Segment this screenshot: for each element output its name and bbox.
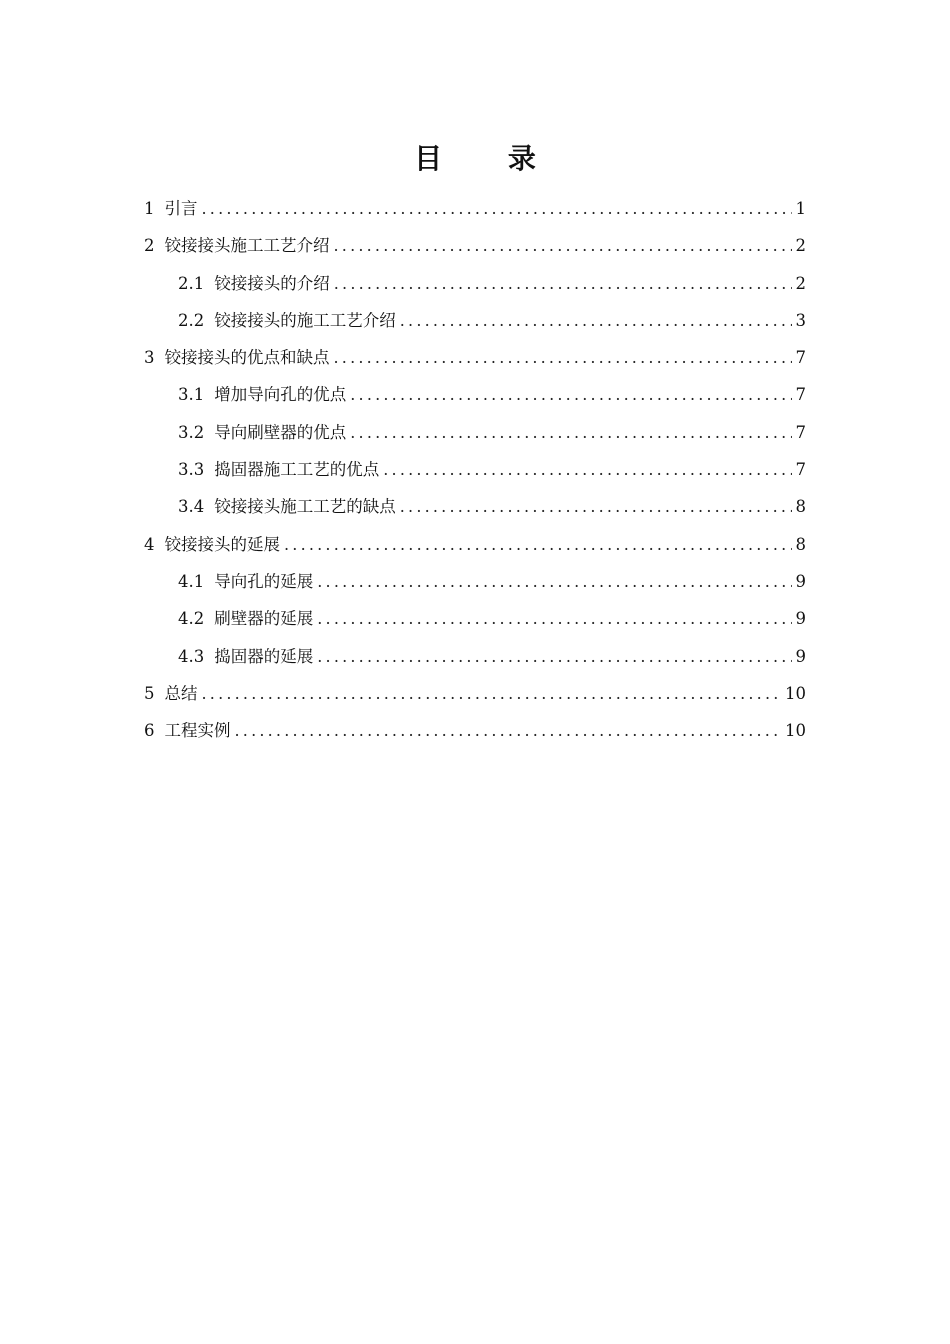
dot-leader [235,714,782,748]
toc-entry-4[interactable] [144,528,806,565]
toc-entry-page: 2 [795,273,806,293]
toc-entry-3-3[interactable] [144,453,806,490]
toc-entry-page: 7 [795,348,806,368]
toc-entry-page: 1 [795,199,806,218]
toc-entry-3[interactable] [144,341,806,378]
toc-entry-title: 铰接接头的介绍 [214,273,330,293]
toc-entry-3-2[interactable] [144,416,806,453]
toc-entry-number: 4.2 [178,609,205,629]
toc-entry-number: 3.1 [178,385,205,405]
toc-entry-number: 4.3 [178,646,205,666]
toc-entry-title: 增加导向孔的优点 [214,385,347,405]
toc-entry-number: 4 [144,534,155,554]
dot-leader [317,565,791,599]
page-title: 目 录 [414,141,564,175]
toc-entry-page: 8 [795,534,806,554]
dot-leader [284,528,792,562]
toc-entry-number: 2.1 [178,273,205,293]
toc-entry-title: 铰接接头施工工艺的缺点 [214,497,396,517]
toc-entry-page: 9 [795,571,806,591]
toc-entry-number: 3.2 [178,422,205,442]
toc-entry-number: 3.4 [178,497,205,517]
toc-entry-title: 导向刷壁器的优点 [214,422,347,442]
toc-entry-5[interactable] [144,677,806,714]
toc-entry-page: 9 [795,609,806,629]
toc-entry-page: 7 [795,385,806,405]
toc-entry-page: 10 [785,683,806,703]
toc-entry-title: 导向孔的延展 [214,571,314,591]
toc-entry-3-1[interactable] [144,378,806,415]
toc-entry-2[interactable] [144,229,806,266]
toc-entry-2-2[interactable] [144,304,806,341]
toc-entry-page: 10 [785,721,806,741]
toc-entry-number: 2.2 [178,310,205,330]
toc-entry-title: 刷壁器的延展 [214,609,314,629]
dot-leader [317,640,791,674]
toc-entry-title: 工程实例 [164,721,231,741]
toc-entry-page: 2 [795,236,806,256]
toc-entry-number: 1 [144,199,155,218]
toc-entry-2-1[interactable] [144,267,806,304]
dot-leader [202,677,782,711]
toc-entry-page: 7 [795,460,806,480]
toc-entry-6[interactable] [144,714,806,751]
toc-entry-3-4[interactable] [144,490,806,527]
toc-entry-title: 总结 [164,683,198,703]
toc-entry-4-1[interactable] [144,565,806,602]
toc-entry-title: 铰接接头的优点和缺点 [164,348,330,368]
dot-leader [334,341,792,375]
toc-entry-number: 4.1 [178,571,205,591]
toc-entry-number: 2 [144,236,155,256]
toc-entry-4-2[interactable] [144,602,806,639]
dot-leader [383,453,791,487]
dot-leader [202,192,792,226]
toc-entry-number: 3 [144,348,155,368]
dot-leader [400,490,792,524]
toc-entry-page: 3 [795,310,806,330]
toc-entry-title: 铰接接头的施工工艺介绍 [214,310,396,330]
toc-entry-title: 引言 [164,199,198,218]
toc-entry-page: 9 [795,646,806,666]
toc-entry-4-3[interactable] [144,640,806,677]
toc-entry-page: 7 [795,422,806,442]
dot-leader [350,416,791,450]
toc-entry-page: 8 [795,497,806,517]
toc-entry-title: 捣固器施工工艺的优点 [214,460,380,480]
dot-leader [334,229,792,263]
toc-entry-number: 5 [144,683,155,703]
toc-entry-number: 6 [144,721,155,741]
table-of-contents [144,192,806,751]
toc-entry-title: 铰接接头的延展 [164,534,280,554]
toc-entry-title: 铰接接头施工工艺介绍 [164,236,330,256]
dot-leader [334,267,792,301]
dot-leader [350,378,791,412]
dot-leader [400,304,792,338]
toc-entry-1[interactable] [144,192,806,229]
dot-leader [317,602,791,636]
toc-entry-title: 捣固器的延展 [214,646,314,666]
toc-entry-number: 3.3 [178,460,205,480]
